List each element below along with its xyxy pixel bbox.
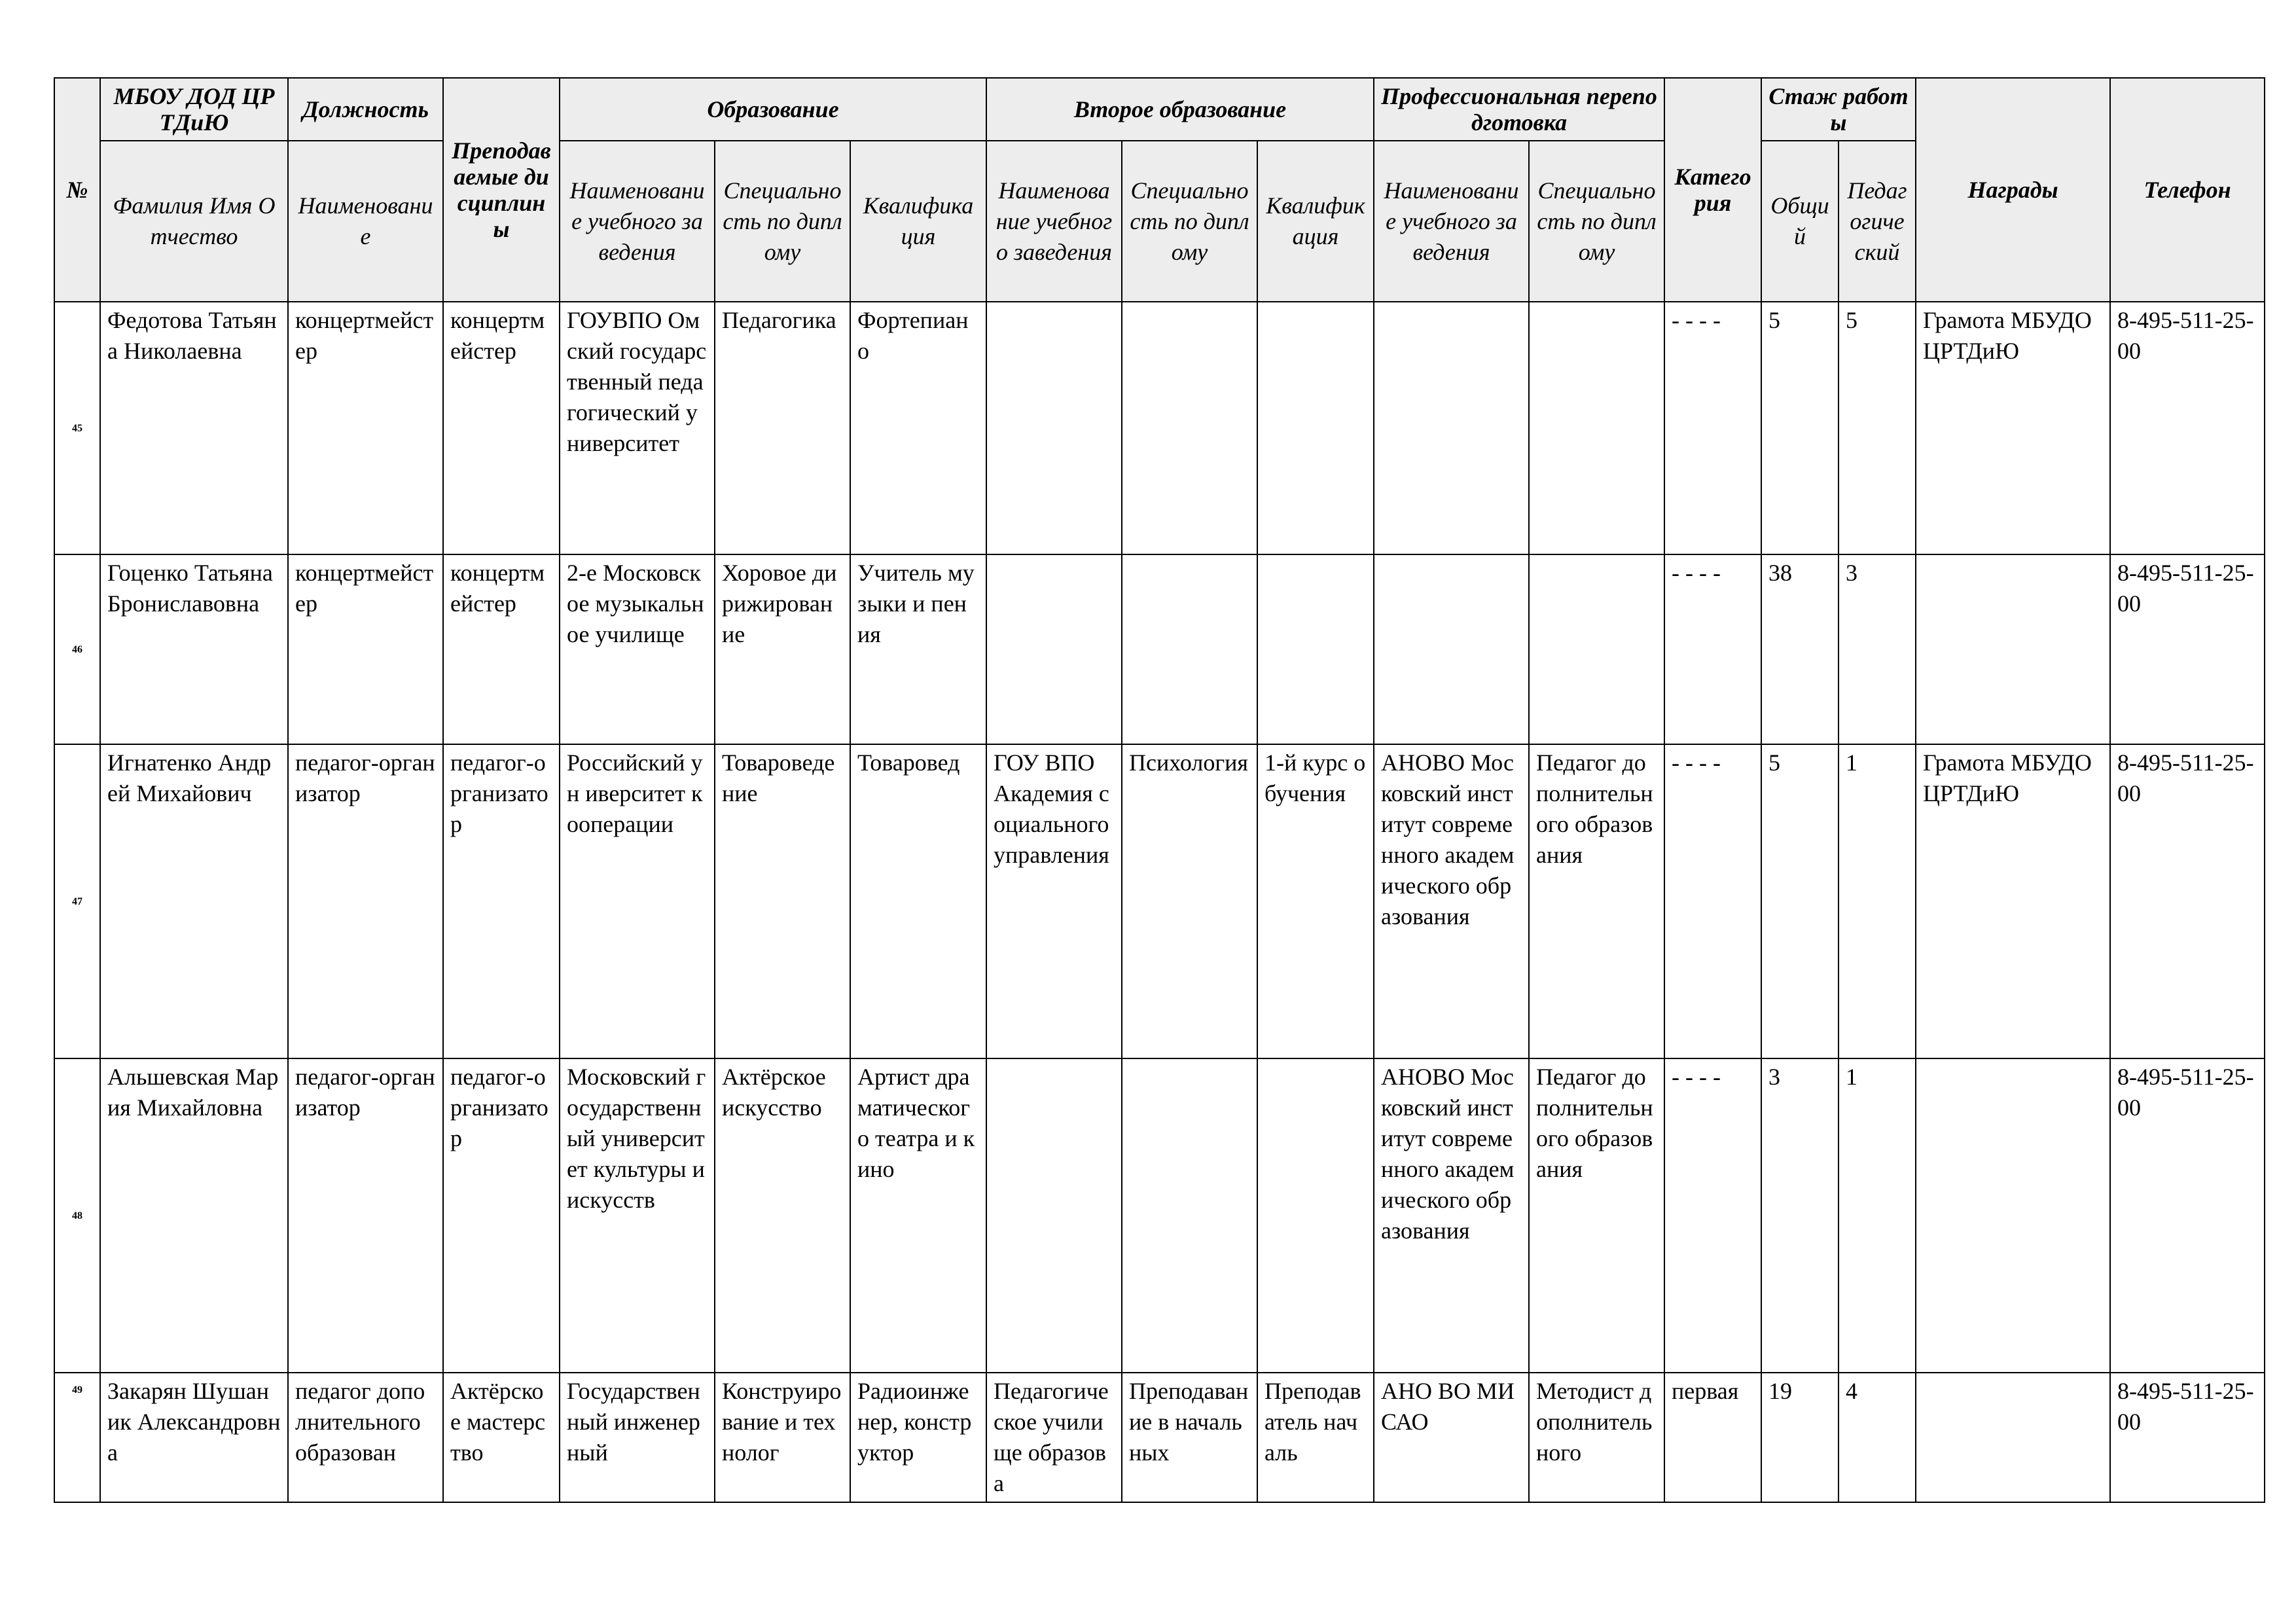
header-fio: Фамилия Имя Отчество — [100, 141, 288, 302]
header-second-qualification: Квалификация — [1257, 141, 1374, 302]
header-second-specialty: Специальность по диплому — [1122, 141, 1257, 302]
cell-edu-specialty: Товароведение — [715, 744, 850, 1058]
cell-fio: Альшевская Мария Михайловна — [100, 1058, 288, 1373]
cell-awards: Грамота МБУДО ЦРТДиЮ — [1916, 744, 2110, 1058]
cell-retr-specialty — [1529, 302, 1664, 554]
cell-phone: 8-495-511-25-00 — [2110, 1058, 2265, 1373]
header-edu-qualification: Квалификация — [850, 141, 986, 302]
cell-fio: Федотова Татьяна Николаевна — [100, 302, 288, 554]
cell-second-specialty — [1122, 302, 1257, 554]
cell-exp-total: 5 — [1761, 744, 1839, 1058]
header-experience: Стаж работы — [1761, 78, 1916, 141]
cell-subjects: концертмейстер — [443, 554, 560, 744]
header-edu-specialty: Специальность по диплому — [715, 141, 850, 302]
cell-edu-specialty: Педагогика — [715, 302, 850, 554]
header-awards: Награды — [1916, 78, 2110, 302]
cell-awards: Грамота МБУДО ЦРТДиЮ — [1916, 302, 2110, 554]
cell-edu-institution: ГОУВПО Омский государственный педагогический университет — [560, 302, 715, 554]
table-row — [54, 554, 2265, 744]
cell-exp-pedagogical: 5 — [1839, 302, 1916, 554]
table-header — [54, 78, 2265, 302]
cell-position: педагог-организатор — [288, 1058, 443, 1373]
header-retr-institution: Наименование учебного заведения — [1374, 141, 1529, 302]
cell-subjects: концертмейстер — [443, 302, 560, 554]
cell-fio: Гоценко Татьяна Брониславовна — [100, 554, 288, 744]
cell-second-specialty — [1122, 1058, 1257, 1373]
table-row — [54, 744, 2265, 1058]
cell-exp-total: 3 — [1761, 1058, 1839, 1373]
cell-exp-total: 19 — [1761, 1373, 1839, 1502]
cell-exp-pedagogical: 1 — [1839, 744, 1916, 1058]
cell-phone: 8-495-511-25-00 — [2110, 302, 2265, 554]
cell-exp-total: 38 — [1761, 554, 1839, 744]
table-row — [54, 302, 2265, 554]
cell-second-qualification: Преподаватель началь — [1257, 1373, 1374, 1502]
header-position-name: Наименование — [288, 141, 443, 302]
table-body — [54, 302, 2265, 1502]
cell-exp-pedagogical: 4 — [1839, 1373, 1916, 1502]
row-num: 48 — [54, 1058, 100, 1373]
header-position-group: Должность — [288, 78, 443, 141]
cell-phone: 8-495-511-25-00 — [2110, 554, 2265, 744]
header-category: Категория — [1664, 78, 1761, 302]
cell-second-specialty: Преподавание в начальных — [1122, 1373, 1257, 1502]
header-subjects: Преподаваемые дисциплины — [443, 78, 560, 302]
cell-edu-institution: Московский государственный университет культуры и искусств — [560, 1058, 715, 1373]
cell-edu-qualification: Фортепиано — [850, 302, 986, 554]
cell-edu-institution: Государственный инженерный — [560, 1373, 715, 1502]
cell-retr-specialty: Педагог дополнительного образования — [1529, 1058, 1664, 1373]
cell-awards — [1916, 1373, 2110, 1502]
cell-second-qualification — [1257, 554, 1374, 744]
row-num: 45 — [54, 302, 100, 554]
cell-edu-specialty: Актёрское искусство — [715, 1058, 850, 1373]
header-second-education: Второе образование — [986, 78, 1374, 141]
header-retraining: Профессиональная переподготовка — [1374, 78, 1664, 141]
cell-retr-specialty: Методист дополнительного — [1529, 1373, 1664, 1502]
table-row — [54, 1058, 2265, 1373]
cell-subjects: педагог-организатор — [443, 1058, 560, 1373]
cell-second-institution — [986, 302, 1122, 554]
header-exp-total: Общий — [1761, 141, 1839, 302]
cell-retr-institution: АНО ВО МИСАО — [1374, 1373, 1529, 1502]
cell-phone: 8-495-511-25-00 — [2110, 1373, 2265, 1502]
cell-fio: Закарян Шушаник Александровна — [100, 1373, 288, 1502]
cell-subjects: Актёрское мастерство — [443, 1373, 560, 1502]
header-exp-pedagogical: Педагогический — [1839, 141, 1916, 302]
cell-position: концертмейстер — [288, 554, 443, 744]
header-second-institution: Наименование учебного заведения — [986, 141, 1122, 302]
cell-edu-specialty: Конструирование и технолог — [715, 1373, 850, 1502]
header-num: № — [54, 78, 100, 302]
header-retr-specialty: Специальность по диплому — [1529, 141, 1664, 302]
row-num: 49 — [54, 1373, 100, 1502]
cell-category: первая — [1664, 1373, 1761, 1502]
cell-second-specialty: Психология — [1122, 744, 1257, 1058]
cell-edu-specialty: Хоровое дирижирование — [715, 554, 850, 744]
cell-second-qualification: 1-й курс обучения — [1257, 744, 1374, 1058]
cell-category: - - - - — [1664, 554, 1761, 744]
cell-second-specialty — [1122, 554, 1257, 744]
cell-position: педагог дополнительного образован — [288, 1373, 443, 1502]
cell-awards — [1916, 1058, 2110, 1373]
staff-table — [54, 77, 2265, 1503]
header-education: Образование — [560, 78, 986, 141]
table-row — [54, 1373, 2265, 1502]
cell-category: - - - - — [1664, 1058, 1761, 1373]
cell-phone: 8-495-511-25-00 — [2110, 744, 2265, 1058]
cell-category: - - - - — [1664, 744, 1761, 1058]
cell-edu-qualification: Радиоинженер, конструктор — [850, 1373, 986, 1502]
cell-subjects: педагог-организатор — [443, 744, 560, 1058]
cell-edu-institution: 2-е Московское музыкальное училище — [560, 554, 715, 744]
cell-second-institution — [986, 1058, 1122, 1373]
cell-second-qualification — [1257, 302, 1374, 554]
cell-retr-institution: АНОВО Московский институт современного академического образования — [1374, 1058, 1529, 1373]
cell-retr-institution — [1374, 302, 1529, 554]
header-phone: Телефон — [2110, 78, 2265, 302]
header-org: МБОУ ДОД ЦРТДиЮ — [100, 78, 288, 141]
row-num: 46 — [54, 554, 100, 744]
cell-second-qualification — [1257, 1058, 1374, 1373]
cell-retr-specialty: Педагог дополнительного образования — [1529, 744, 1664, 1058]
cell-edu-qualification: Артист драматического театра и кино — [850, 1058, 986, 1373]
cell-exp-pedagogical: 3 — [1839, 554, 1916, 744]
cell-second-institution: Педагогическое училище образова — [986, 1373, 1122, 1502]
cell-second-institution — [986, 554, 1122, 744]
cell-retr-specialty — [1529, 554, 1664, 744]
cell-retr-institution: АНОВО Московский институт современного академического образования — [1374, 744, 1529, 1058]
row-num: 47 — [54, 744, 100, 1058]
cell-position: концертмейстер — [288, 302, 443, 554]
cell-second-institution: ГОУ ВПО Академия социального управления — [986, 744, 1122, 1058]
cell-category: - - - - — [1664, 302, 1761, 554]
cell-exp-pedagogical: 1 — [1839, 1058, 1916, 1373]
header-edu-institution: Наименование учебного заведения — [560, 141, 715, 302]
cell-edu-institution: Российский ун иверситет кооперации — [560, 744, 715, 1058]
cell-position: педагог-организатор — [288, 744, 443, 1058]
cell-edu-qualification: Учитель музыки и пения — [850, 554, 986, 744]
cell-awards — [1916, 554, 2110, 744]
cell-fio: Игнатенко Андрей Михайович — [100, 744, 288, 1058]
cell-edu-qualification: Товаровед — [850, 744, 986, 1058]
cell-retr-institution — [1374, 554, 1529, 744]
cell-exp-total: 5 — [1761, 302, 1839, 554]
